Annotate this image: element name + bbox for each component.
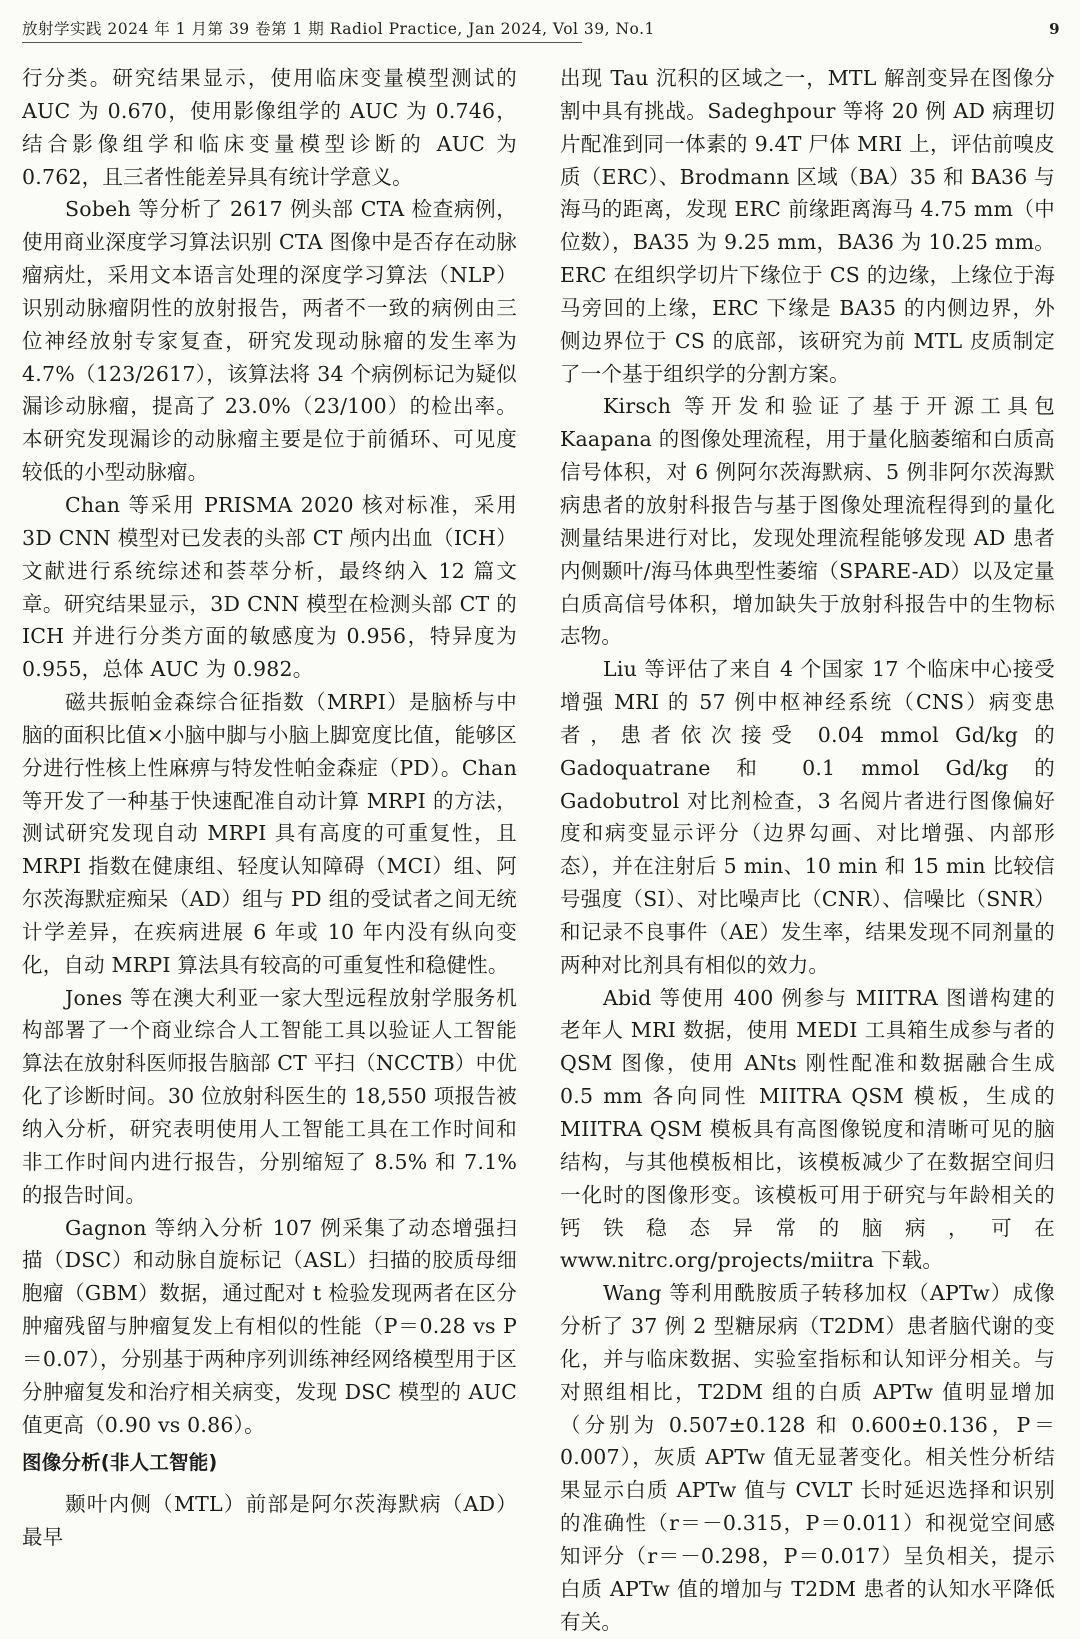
paragraph: Abid 等使用 400 例参与 MIITRA 图谱构建的老年人 MRI 数据，使用 MEDI 工具箱生成参与者的 QSM 图像，使用 ANts 刚性配准和数据融合生成 0.5 mm 各向同性 MIITRA QSM 模板，生成的 MIITRA QSM 模板具有高图像锐度和清晰可见的脑结构，与其他模板相比，该模板减少了在数据空间归一化时的图像形变。该模板可用于研究与年龄相关的钙铁稳态异常的脑病，可在 www.nitrc.org/projects/miitra 下载。 xyxy=(560,985,1055,1273)
paragraph: 磁共振帕金森综合征指数（MRPI）是脑桥与中脑的面积比值×小脑中脚与小脑上脚宽度比值，能够区分进行性核上性麻痹与特发性帕金森症（PD）。Chan 等开发了一种基于快速配准自动计算 MRPI 的方法，测试研究发现自动 MRPI 具有高度的可重复性，且 MRPI 指数在健康组、轻度认知障碍（MCI）组、阿尔茨海默症痴呆（AD）组与 PD 组的受试者之间无统计学差异，在疾病进展 6 年或 10 年内没有纵向变化，自动 MRPI 算法具有较高的可重复性和稳健性。 xyxy=(22,690,517,977)
page-number: 9 xyxy=(1049,20,1060,38)
paragraph: Kirsch 等开发和验证了基于开源工具包 Kaapana 的图像处理流程，用于量化脑萎缩和白质高信号体积，对 6 例阿尔茨海默病、5 例非阿尔茨海默病患者的放射科报告与基于图像处理流程得到的量化测量结果进行对比，发现处理流程能够发现 AD 患者内侧颞叶/海马体典型性萎缩（SPARE-AD）以及定量白质高信号体积，增加缺失于放射科报告中的生物标志物。 xyxy=(560,394,1055,649)
section-heading: 图像分析(非人工智能) xyxy=(22,1451,218,1475)
paragraph: Liu 等评估了来自 4 个国家 17 个临床中心接受增强 MRI 的 57 例中枢神经系统（CNS）病变患者，患者依次接受 0.04 mmol Gd/kg 的 Gadoquatrane 和 0.1 mmol Gd/kg 的 Gadobutrol 对比剂检查，3 名阅片者进行图像偏好度和病变显示评分（边界勾画、对比增强、内部形态），并在注射后 5 min、10 min 和 15 min 比较信号强度（SI）、对比噪声比（CNR）、信噪比（SNR）和记录不良事件（AE）发生率，结果发现不同剂量的两种对比剂具有相似的效力。 xyxy=(560,657,1055,977)
journal-citation: 放射学实践 2024 年 1 月第 39 卷第 1 期 Radiol Practice, Jan 2024, Vol 39, No.1 xyxy=(22,20,655,38)
left-column xyxy=(22,62,517,1554)
paragraph: Wang 等利用酰胺质子转移加权（APTw）成像分析了 37 例 2 型糖尿病（T2DM）患者脑代谢的变化，并与临床数据、实验室指标和认知评分相关。与对照组相比，T2DM 组的白质 APTw 值明显增加（分别为 0.507±0.128 和 0.600±0.136，P＝0.007），灰质 APTw 值无显著变化。相关性分析结果显示白质 APTw 值与 CVLT 长时延迟选择和识别的准确性（r＝－0.315，P＝0.011）和视觉空间感知评分（r＝－0.298，P＝0.017）呈负相关，提示白质 APTw 值的增加与 T2DM 患者的认知水平降低有关。 xyxy=(560,1281,1055,1634)
right-column xyxy=(560,62,1055,1639)
paragraph: Jones 等在澳大利亚一家大型远程放射学服务机构部署了一个商业综合人工智能工具以验证人工智能算法在放射科医师报告脑部 CT 平扫（NCCTB）中优化了诊断时间。30 位放射科医生的 18,550 项报告被纳入分析，研究表明使用人工智能工具在工作时间和非工作时间内进行报告，分别缩短了 8.5% 和 7.1% 的报告时间。 xyxy=(22,985,517,1207)
paragraph: 颞叶内侧（MTL）前部是阿尔茨海默病（AD）最早 xyxy=(22,1492,517,1550)
paragraph: Chan 等采用 PRISMA 2020 核对标准，采用 3D CNN 模型对已发表的头部 CT 颅内出血（ICH）文献进行系统综述和荟萃分析，最终纳入 12 篇文章。研究结果显示，3D CNN 模型在检测头部 CT 的 ICH 并进行分类方面的敏感度为 0.956，特异度为 0.955，总体 AUC 为 0.982。 xyxy=(22,492,517,682)
paragraph: Gagnon 等纳入分析 107 例采集了动态增强扫描（DSC）和动脉自旋标记（ASL）扫描的胶质母细胞瘤（GBM）数据，通过配对 t 检验发现两者在区分肿瘤残留与肿瘤复发上有相似的性能（P＝0.28 vs P＝0.07），分别基于两种序列训练神经网络模型用于区分肿瘤复发和治疗相关病变，发现 DSC 模型的 AUC 值更高（0.90 vs 0.86）。 xyxy=(22,1215,517,1437)
running-header xyxy=(22,18,1062,42)
paragraph-continuation: 出现 Tau 沉积的区域之一，MTL 解剖变异在图像分割中具有挑战。Sadeghpour 等将 20 例 AD 病理切片配准到同一体素的 9.4T 尸体 MRI 上，评估前嗅皮质（ERC）、Brodmann 区域（BA）35 和 BA36 与海马的距离，发现 ERC 前缘距离海马 4.75 mm（中位数），BA35 为 9.25 mm，BA36 为 10.25 mm。ERC 在组织学切片下缘位于 CS 的边缘，上缘位于海马旁回的上缘，ERC 下缘是 BA35 的内侧边界，外侧边界位于 CS 的底部，该研究为前 MTL 皮质制定了一个基于组织学的分割方案。 xyxy=(560,66,1055,386)
paragraph: 行分类。研究结果显示，使用临床变量模型测试的 AUC 为 0.670，使用影像组学的 AUC 为 0.746，结合影像组学和临床变量模型诊断的 AUC 为 0.762，且三者性能差异具有统计学意义。 xyxy=(22,66,517,189)
paragraph: Sobeh 等分析了 2617 例头部 CTA 检查病例，使用商业深度学习算法识别 CTA 图像中是否存在动脉瘤病灶，采用文本语言处理的深度学习算法（NLP）识别动脉瘤阴性的放射报告，两者不一致的病例由三位神经放射专家复查，研究发现动脉瘤的发生率为 4.7%（123/2617），该算法将 34 个病例标记为疑似漏诊动脉瘤，提高了 23.0%（23/100）的检出率。本研究发现漏诊的动脉瘤主要是位于前循环、可见度较低的小型动脉瘤。 xyxy=(22,197,517,485)
header-rule xyxy=(22,42,582,43)
